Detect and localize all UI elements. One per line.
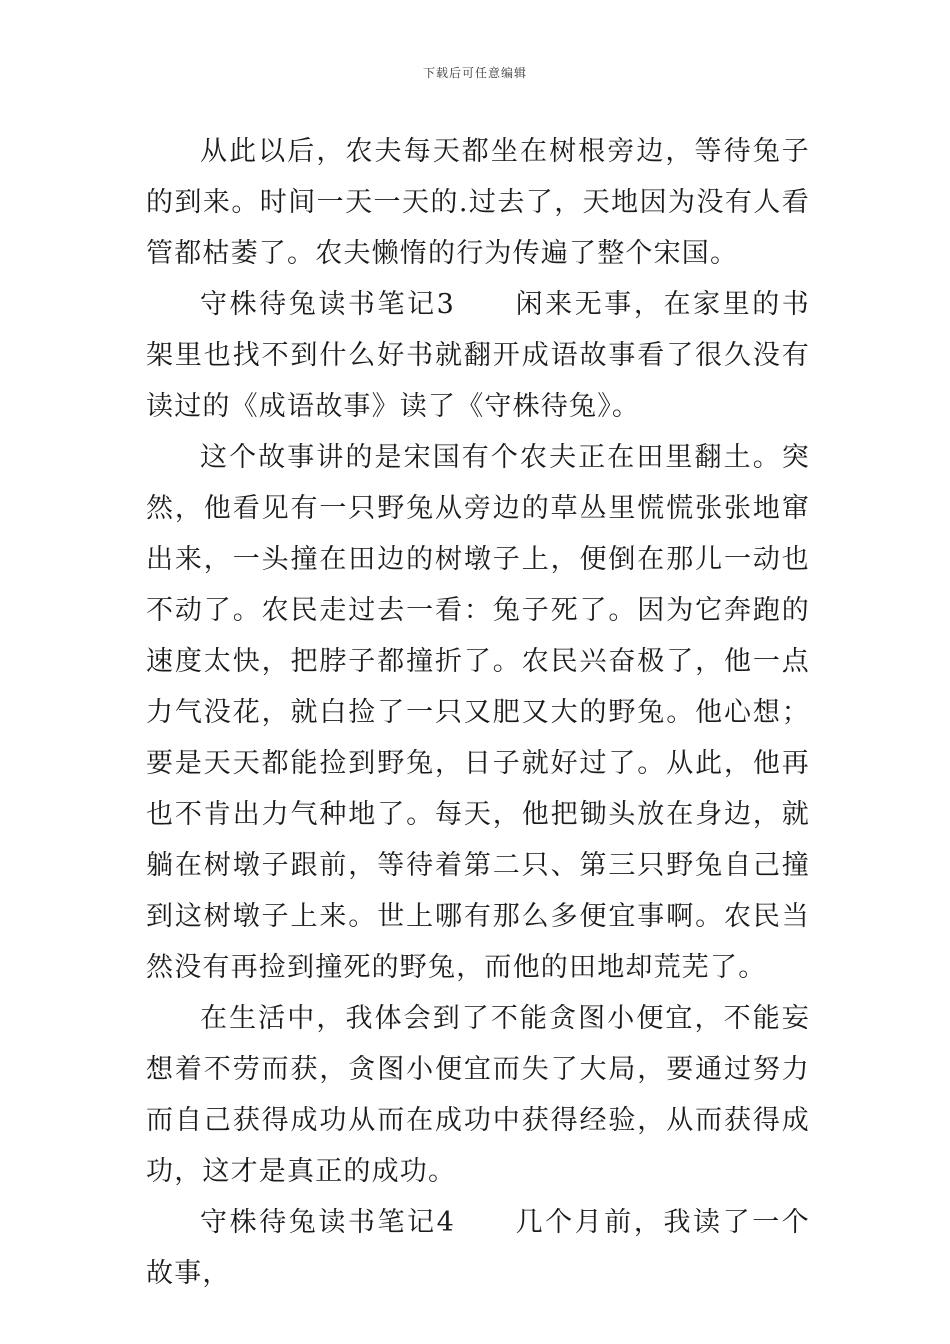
paragraph-reflection: 在生活中，我体会到了不能贪图小便宜，不能妄想着不劳而获，贪图小便宜而失了大局，要通过努力而自己获得成功从而在成功中获得经验，从而获得成功，这才是真正的成功。 <box>146 1003 810 1187</box>
paragraph-farmer-waits: 从此以后，农夫每天都坐在树根旁边，等待兔子的到来。时间一天一天的.过去了，天地因为没有人看管都枯萎了。农夫懒惰的行为传遍了整个宋国。 <box>146 136 810 269</box>
paragraph-reading-note-3: 守株待兔读书笔记3 闲来无事，在家里的书架里也找不到什么好书就翻开成语故事看了很久没有读过的《成语故事》读了《守株待兔》。 <box>146 289 810 422</box>
paragraph-story-summary: 这个故事讲的是宋国有个农夫正在田里翻土。突然，他看见有一只野兔从旁边的草丛里慌慌张张地窜出来，一头撞在田边的树墩子上，便倒在那儿一动也不动了。农民走过去一看：兔子死了。因为它奔跑的速度太快，把脖子都撞折了。农民兴奋极了，他一点力气没花，就白捡了一只又肥又大的野兔。他心想；要是天天都能捡到野兔，日子就好过了。从此，他再也不肯出力气种地了。每天，他把锄头放在身边，就躺在树墩子跟前，等待着第二只、第三只野兔自己撞到这树墩子上来。世上哪有那么多便宜事啊。农民当然没有再捡到撞死的野兔，而他的田地却荒芜了。 <box>146 442 810 983</box>
page-header: 下载后可任意编辑 <box>422 66 527 80</box>
document-body <box>146 126 810 1299</box>
paragraph-reading-note-4: 守株待兔读书笔记4 几个月前，我读了一个故事， <box>146 1207 810 1289</box>
